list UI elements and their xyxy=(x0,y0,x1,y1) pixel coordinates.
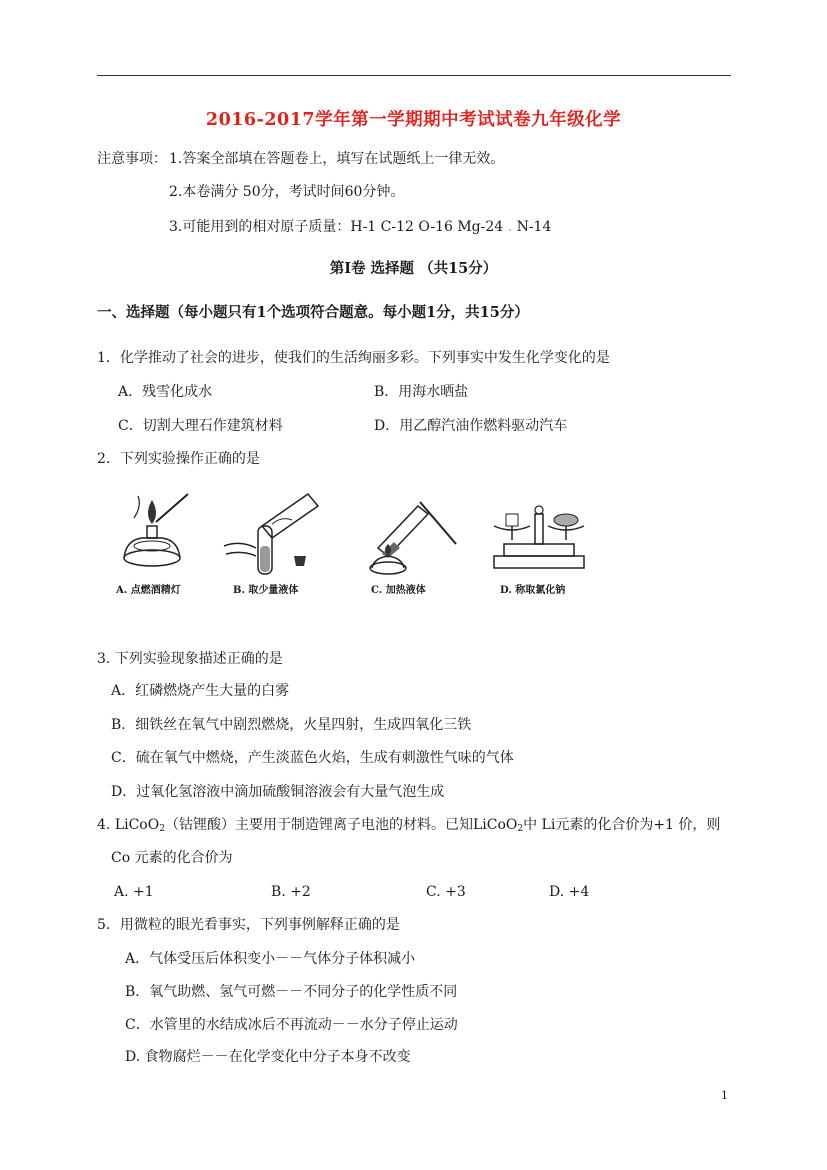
q1-option-d: D．用乙醇汽油作燃料驱动汽车 xyxy=(374,418,568,434)
page-number: 1 xyxy=(721,1089,728,1102)
note-2: 2.本卷满分 50分，考试时间60分钟。 xyxy=(169,184,405,200)
q4-option-a: A. +1 xyxy=(114,884,154,900)
q5-option-c: C．水管里的水结成冰后不再流动－－水分子停止运动 xyxy=(125,1017,458,1033)
q1-option-c: C．切割大理石作建筑材料 xyxy=(118,418,283,434)
notes-label: 注意事项： xyxy=(97,151,167,167)
q4-option-b: B. +2 xyxy=(271,884,311,900)
test-tube-heating-icon xyxy=(358,492,458,576)
q5-stem: 5．用微粒的眼光看事实，下列事例解释正确的是 xyxy=(97,917,400,933)
note-3 xyxy=(169,220,551,234)
q4-option-c: C. +3 xyxy=(426,884,466,900)
q4-stem-line2: Co 元素的化合价为 xyxy=(111,850,233,866)
exam-title: 2016-2017学年第一学期期中考试试卷九年级化学 xyxy=(205,110,622,130)
q4-formula-2-main: LiCoO xyxy=(472,817,518,833)
q1-option-b: B．用海水晒盐 xyxy=(374,384,469,400)
figure-b-caption: B. 取少量液体 xyxy=(233,585,299,596)
q4-formula-2-sub: 2 xyxy=(517,824,524,834)
figure-a-caption: A. 点燃酒精灯 xyxy=(116,585,181,596)
note-3-tail: N-14 xyxy=(516,219,552,235)
q4-formula-1-main: LiCoO xyxy=(114,817,160,833)
q5-option-d: D. 食物腐烂－－在化学变化中分子本身不改变 xyxy=(125,1049,411,1065)
note-3-dot: . xyxy=(507,219,513,235)
q4-formula-1 xyxy=(115,817,165,833)
figure-c-caption: C. 加热液体 xyxy=(371,585,426,596)
q4-number: 4. xyxy=(97,817,111,833)
alcohol-lamp-icon xyxy=(112,488,192,576)
q3-option-d: D．过氧化氢溶液中滴加硫酸铜溶液会有大量气泡生成 xyxy=(111,784,445,800)
note-1: 1.答案全部填在答题卷上，填写在试题纸上一律无效。 xyxy=(169,151,505,167)
q4-option-d: D. +4 xyxy=(549,884,590,900)
note-3-text: 3.可能用到的相对原子质量：H-1 C-12 O-16 Mg-24 xyxy=(169,219,504,235)
q5-option-b: B．氧气助燃、氢气可燃－－不同分子的化学性质不同 xyxy=(125,984,458,1000)
q5-option-a: A．气体受压后体积变小－－气体分子体积减小 xyxy=(125,951,416,967)
figure-d-caption: D. 称取氯化钠 xyxy=(500,585,566,596)
q3-option-c: C．硫在氧气中燃烧，产生淡蓝色火焰，生成有刺激性气味的气体 xyxy=(111,750,514,766)
balance-scale-icon xyxy=(484,500,594,572)
figure-balance xyxy=(484,500,594,572)
q1-stem: 1．化学推动了社会的进步，使我们的生活绚丽多彩。下列事实中发生化学变化的是 xyxy=(97,350,610,366)
part1-heading: 第Ⅰ卷 选择题 （共15分） xyxy=(329,260,498,277)
q4-text-2: 中 xyxy=(523,817,538,833)
q4-formula-2 xyxy=(473,817,523,833)
q4-text-1: （钴锂酸）主要用于制造锂离子电池的材料。已知 xyxy=(164,817,473,833)
q3-option-a: A．红磷燃烧产生大量的白雾 xyxy=(111,683,290,699)
header-rule xyxy=(97,75,731,76)
test-tube-pouring-icon xyxy=(222,486,322,578)
q1-option-a: A．残雪化成水 xyxy=(118,384,213,400)
section-1-heading: 一、选择题（每小题只有1个选项符合题意。每小题1分，共15分） xyxy=(97,304,529,321)
figure-heat-liquid xyxy=(358,492,458,576)
q4-text-3: 元素的化合价为+1 价，则 xyxy=(555,817,721,833)
q3-option-b: B．细铁丝在氧气中剧烈燃烧，火星四射，生成四氧化三铁 xyxy=(111,717,472,733)
q4-stem-line1 xyxy=(97,818,720,834)
q4-formula-1-sub: 2 xyxy=(159,824,165,834)
q4-li: Li xyxy=(541,817,556,833)
q3-stem: 3. 下列实验现象描述正确的是 xyxy=(97,651,283,667)
figure-pour-liquid xyxy=(222,486,322,578)
q2-stem: 2．下列实验操作正确的是 xyxy=(97,451,260,467)
figure-alcohol-lamp xyxy=(112,488,192,576)
